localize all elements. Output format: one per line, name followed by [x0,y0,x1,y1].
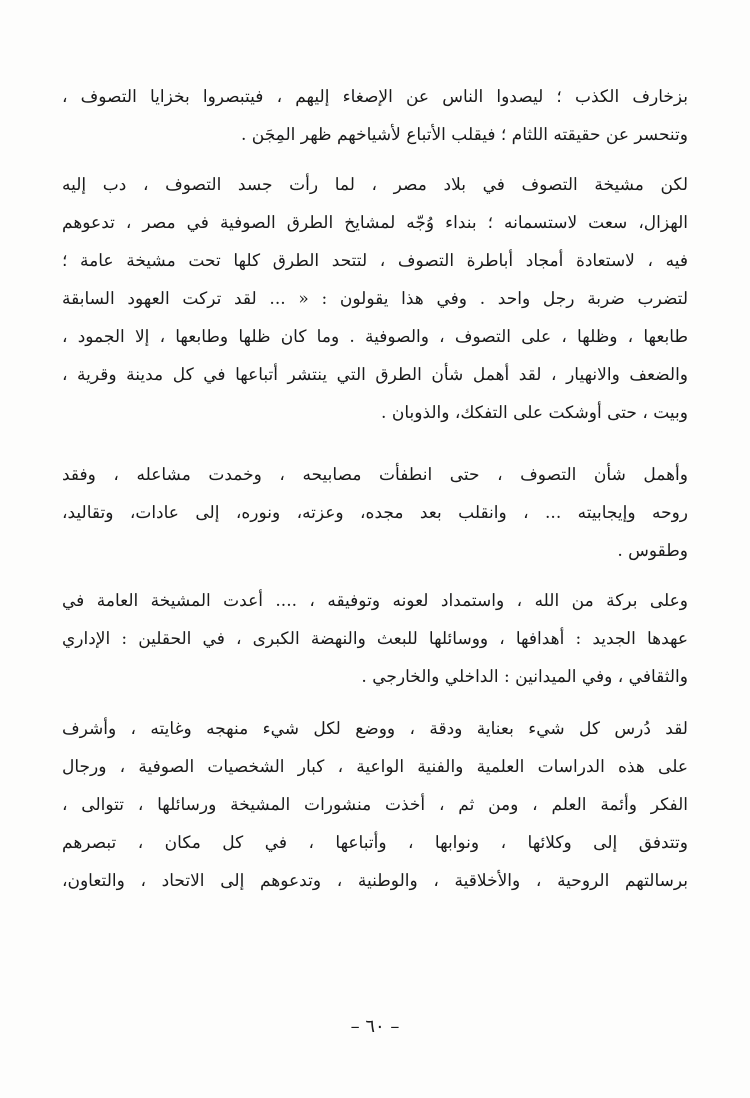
text-line: وأهمل شأن التصوف ، حتى انطفأت مصابيحه ، وخمدت مشاعله ، وفقد [62,465,688,485]
text-line: والضعف والانهيار ، لقد أهمل شأن الطرق التي ينتشر أتباعها في كل مدينة وقرية ، [62,365,688,385]
text-line: لتضرب ضربة رجل واحد . وفي هذا يقولون : « ... لقد تركت العهود السابقة [62,289,688,309]
text-line: الفكر وأئمة العلم ، ومن ثم ، أخذت منشورات المشيخة ورسائلها ، تتوالى ، [62,795,688,815]
paragraph [62,456,688,570]
paragraph [62,166,688,432]
text-line: لكن مشيخة التصوف في بلاد مصر ، لما رأت جسد التصوف ، دب إليه [62,175,688,195]
text-line: وطقوس . [617,541,688,561]
text-line: طابعها ، وظلها ، على التصوف ، والصوفية . وما كان ظلها وطابعها ، إلا الجمود ، [62,327,688,347]
paragraph [62,710,688,900]
text-line: بزخارف الكذب ؛ ليصدوا الناس عن الإصغاء إليهم ، فيتبصروا بخزايا التصوف ، [62,87,688,107]
paragraph [62,582,688,696]
text-line: وبيت ، حتى أوشكت على التفكك، والذوبان . [381,403,688,423]
text-line: لقد دُرس كل شيء بعناية ودقة ، ووضع لكل شيء منهجه وغايته ، وأشرف [62,719,688,739]
paragraph [62,78,688,154]
text-line: روحه وإيجابيته ... ، وانقلب بعد مجده، وعزته، ونوره، إلى عادات، وتقاليد، [62,503,688,523]
text-line: وتتدفق إلى وكلائها ، ونوابها ، وأتباعها ، في كل مكان ، تبصرهم [62,833,688,853]
text-line: برسالتهم الروحية ، والأخلاقية ، والوطنية ، وتدعوهم إلى الاتحاد ، والتعاون، [62,871,688,891]
page-number: – ٦٠ – [350,1016,400,1037]
text-line: والثقافي ، وفي الميدانين : الداخلي والخارجي . [361,667,688,687]
text-line: فيه ، لاستعادة أمجاد أباطرة التصوف ، لتتحد الطرق كلها تحت مشيخة عامة ؛ [62,251,688,271]
text-line: وعلى بركة من الله ، واستمداد لعونه وتوفيقه ، .... أعدت المشيخة العامة في [62,591,688,611]
text-line: عهدها الجديد : أهدافها ، ووسائلها للبعث والنهضة الكبرى ، في الحقلين : الإداري [62,629,688,649]
text-line: على هذه الدراسات العلمية والفنية الواعية ، كبار الشخصيات الصوفية ، ورجال [62,757,688,777]
text-line: الهزال، سعت لاستسمانه ؛ بنداء وُجّه لمشايخ الطرق الصوفية في مصر ، تدعوهم [62,213,688,233]
text-line: وتنحسر عن حقيقته اللثام ؛ فيقلب الأتباع لأشياخهم ظهر المِجَن . [240,125,688,145]
